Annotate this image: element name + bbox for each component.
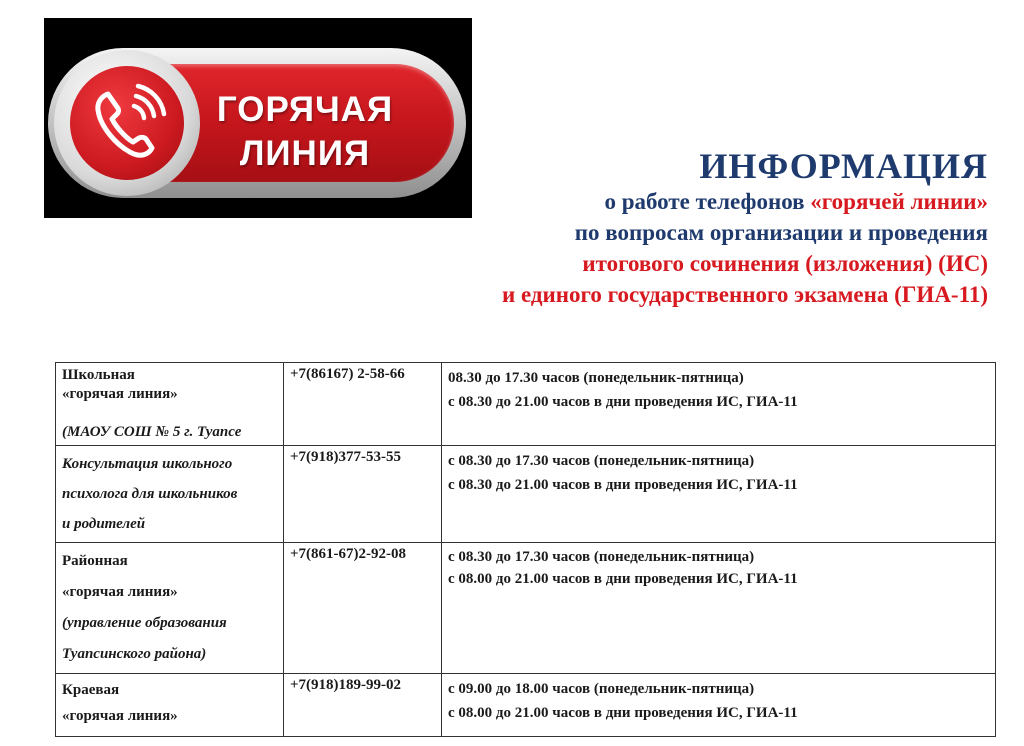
hours-cell	[442, 543, 996, 674]
table-row	[56, 543, 996, 674]
banner-title	[200, 88, 410, 176]
phone-ringing-icon	[80, 76, 174, 170]
phone-number-cell: +7(86167) 2-58-66	[284, 363, 442, 446]
banner-title-line-2: ЛИНИЯ	[239, 134, 371, 173]
hours-exam-days: с 08.00 до 21.00 часов в дни проведения ИС, ГИА-11	[448, 571, 798, 587]
hours-exam-days: с 08.30 до 21.00 часов в дни проведения ИС, ГИА-11	[448, 477, 798, 493]
subtitle-line-1-text: о работе телефонов	[604, 189, 811, 214]
hotline-name-cell	[56, 674, 284, 737]
table-row	[56, 674, 996, 737]
hotline-name-line: «горячая линия»	[62, 386, 178, 402]
hotline-name-cell	[56, 446, 284, 543]
hotline-table	[55, 362, 996, 737]
hotline-name-line: Консультация школьного	[62, 456, 233, 472]
phone-badge-circle	[70, 66, 184, 180]
hotline-name-line: «горячая линия»	[62, 708, 178, 724]
hours-exam-days: с 08.30 до 21.00 часов в дни проведения ИС, ГИА-11	[448, 394, 798, 410]
banner-title-line-1: ГОРЯЧАЯ	[216, 90, 394, 129]
page-title: ИНФОРМАЦИЯ	[699, 146, 988, 186]
hotline-name-line: «горячая линия»	[62, 584, 178, 600]
hours-weekday: 08.30 до 17.30 часов (понедельник-пятница)	[448, 370, 744, 386]
phone-number-cell: +7(918)189-99-02	[284, 674, 442, 737]
table-row	[56, 363, 996, 446]
hours-weekday: с 09.00 до 18.00 часов (понедельник-пятница)	[448, 681, 755, 697]
subtitle-line-1-highlight: «горячей линии»	[810, 189, 988, 214]
hours-cell	[442, 674, 996, 737]
hotline-name-line: Районная	[62, 553, 128, 569]
hours-weekday: с 08.30 до 17.30 часов (понедельник-пятница)	[448, 549, 755, 565]
hours-cell	[442, 446, 996, 543]
hotline-banner	[44, 18, 472, 218]
hotline-name-line: Краевая	[62, 682, 120, 698]
hotline-name-cell	[56, 543, 284, 674]
banner-pill	[48, 48, 466, 198]
hours-cell	[442, 363, 996, 446]
subtitle-line-3: итогового сочинения (изложения) (ИС)	[582, 251, 988, 276]
phone-number-cell: +7(918)377-53-55	[284, 446, 442, 543]
phone-number-cell: +7(861-67)2-92-08	[284, 543, 442, 674]
hotline-name-line	[62, 404, 277, 423]
hotline-name-line: Школьная	[62, 367, 135, 383]
hotline-org-line: (МАОУ СОШ № 5 г. Туапсе	[62, 424, 242, 440]
table-row	[56, 446, 996, 543]
hotline-name-cell	[56, 363, 284, 446]
info-heading	[502, 146, 988, 310]
hotline-name-line: и родителей	[62, 516, 146, 532]
hours-exam-days: с 08.00 до 21.00 часов в дни проведения ИС, ГИА-11	[448, 705, 798, 721]
subtitle-line-1	[502, 186, 988, 217]
hotline-org-line: (управление образования	[62, 615, 227, 631]
subtitle-line-2: по вопросам организации и проведения	[574, 220, 988, 245]
hours-weekday: с 08.30 до 17.30 часов (понедельник-пятница)	[448, 453, 755, 469]
hotline-org-line: Туапсинского района)	[62, 646, 207, 662]
hotline-name-line: психолога для школьников	[62, 486, 238, 502]
phone-badge	[54, 50, 200, 196]
subtitle-line-4: и единого государственного экзамена (ГИА-11)	[501, 282, 988, 307]
